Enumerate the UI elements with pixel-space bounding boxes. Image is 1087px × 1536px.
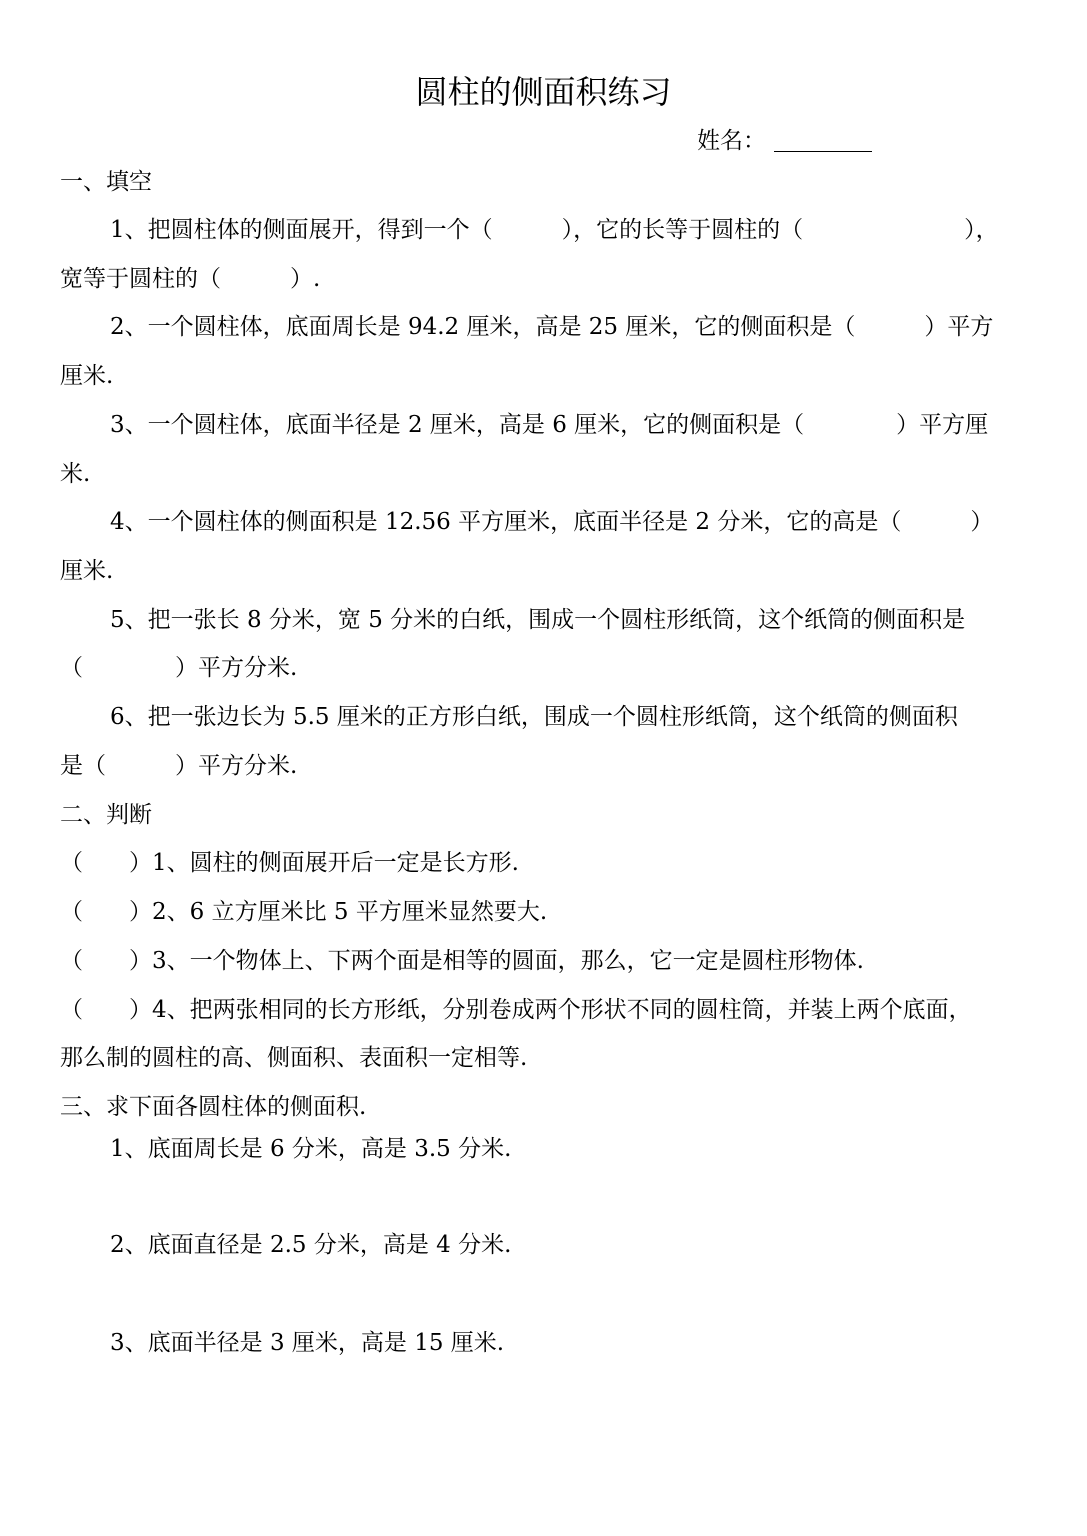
compute-item: 3、底面半径是 3 厘米，高是 15 厘米. [110,1330,505,1356]
question-line: 厘米. [60,558,114,584]
compute-item: 1、底面周长是 6 分米，高是 3.5 分米. [110,1136,512,1162]
question-line: 5、把一张长 8 分米，宽 5 分米的白纸，围成一个圆柱形纸筒，这个纸筒的侧面积是 [110,607,966,633]
name-label: 姓名： [697,128,766,154]
question-line: 2、一个圆柱体，底面周长是 94.2 厘米，高是 25 厘米，它的侧面积是（ ）平方 [110,314,994,340]
judge-item: （ ）3、一个物体上、下两个面是相等的圆面，那么，它一定是圆柱形物体. [60,948,864,974]
section-heading-compute: 三、求下面各圆柱体的侧面积. [60,1094,367,1120]
compute-item: 2、底面直径是 2.5 分米，高是 4 分米. [110,1232,512,1258]
judge-item: （ ）2、6 立方厘米比 5 平方厘米显然要大. [60,899,548,925]
section-heading-fill-in: 一、填空 [60,169,152,195]
question-line: 厘米. [60,363,114,389]
question-line: 6、把一张边长为 5.5 厘米的正方形白纸，围成一个圆柱形纸筒，这个纸筒的侧面积 [110,704,958,730]
judge-item-continued: 那么制的圆柱的高、侧面积、表面积一定相等. [60,1045,528,1071]
question-line: 3、一个圆柱体，底面半径是 2 厘米，高是 6 厘米，它的侧面积是（ ）平方厘 [110,412,989,438]
question-line: （ ）平方分米. [60,655,298,681]
judge-item: （ ）4、把两张相同的长方形纸，分别卷成两个形状不同的圆柱筒，并装上两个底面， [60,997,972,1023]
worksheet-title: 圆柱的侧面积练习 [415,73,672,111]
question-line: 1、把圆柱体的侧面展开，得到一个（ ），它的长等于圆柱的（ ）， [110,217,999,243]
question-line: 米. [60,461,91,487]
question-line: 宽等于圆柱的（ ）. [60,266,321,292]
name-blank-line[interactable] [774,151,872,152]
judge-item: （ ）1、圆柱的侧面展开后一定是长方形. [60,850,519,876]
question-line: 4、一个圆柱体的侧面积是 12.56 平方厘米，底面半径是 2 分米，它的高是（ ） [110,509,994,535]
section-heading-judge: 二、判断 [60,802,152,828]
question-line: 是（ ）平方分米. [60,753,298,779]
